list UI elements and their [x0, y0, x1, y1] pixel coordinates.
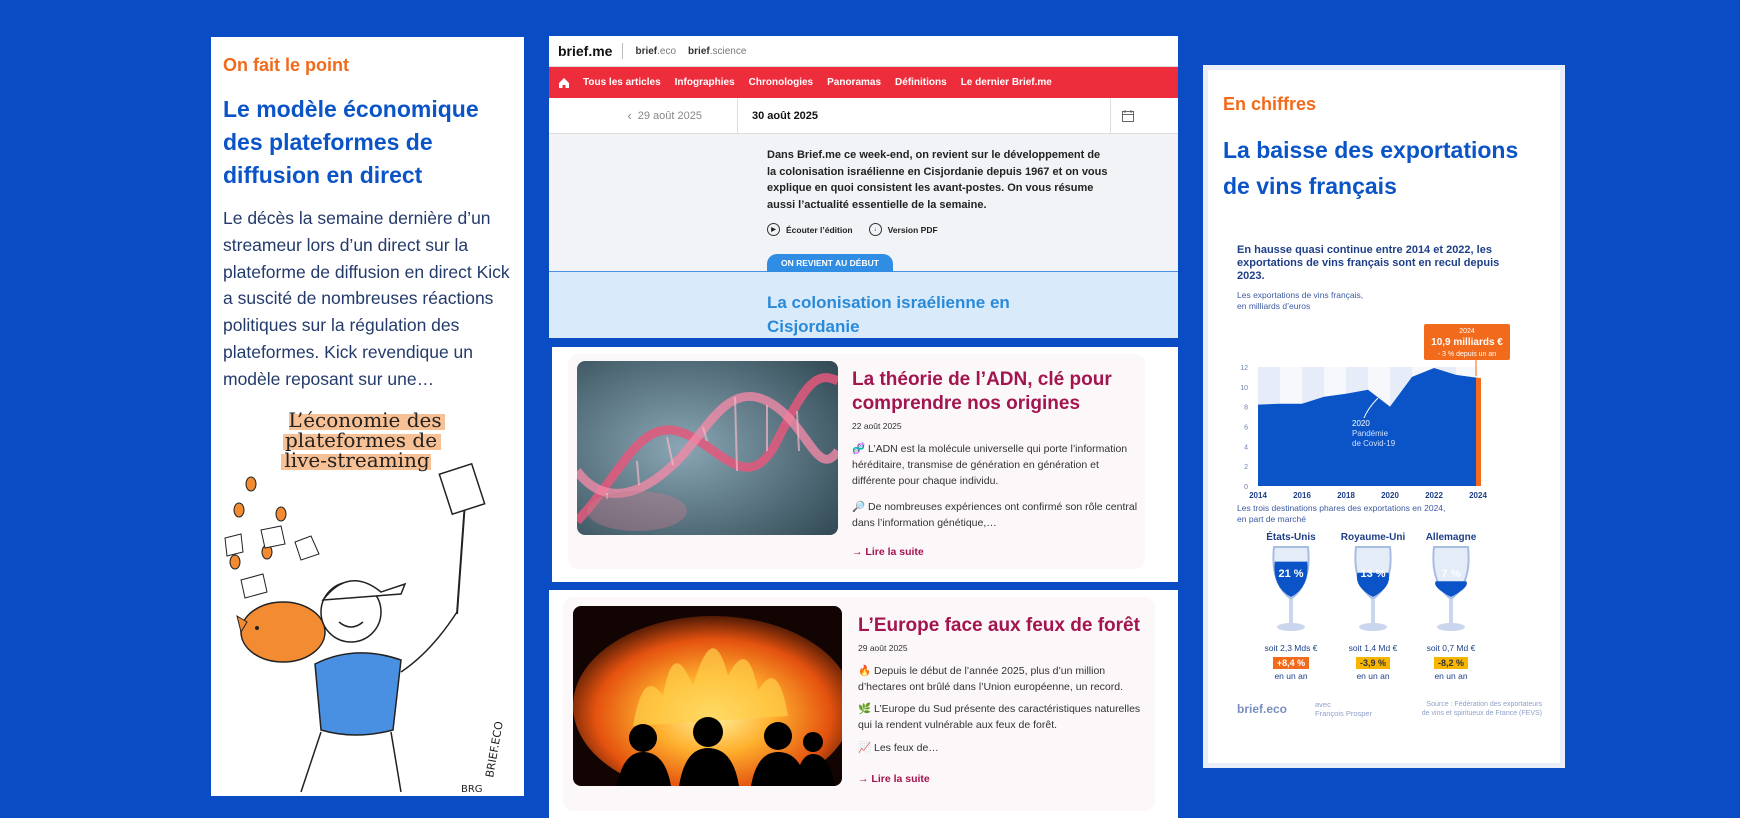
y-tick-label: 4 [1244, 444, 1248, 452]
change-period: en un an [1274, 671, 1308, 681]
destination-name: Royaume-Uni [1340, 532, 1406, 543]
y-tick-label: 12 [1240, 365, 1248, 372]
share-label: 13 % [1360, 568, 1386, 580]
glass-wine-fill [1435, 581, 1467, 597]
card-title[interactable]: La baisse des exportations de vins français [1223, 137, 1519, 199]
wine-glass-icon [1348, 543, 1398, 638]
destination-name: Allemagne [1425, 532, 1477, 543]
annotation-label: Pandémie [1352, 429, 1389, 438]
briefme-logo[interactable]: brief.me [558, 43, 623, 59]
destination-usa [1256, 532, 1326, 681]
download-icon: ↓ [869, 223, 882, 236]
card-body: Le décès la semaine dernière d’un streameur lors d’un direct sur la plateforme de diffusion en direct Kick a suscité de nombreuses réactions politiques sur la régulation des plateformes. Kick revendique un modèle reposant sur une… [223, 208, 510, 389]
share-label: 21 % [1278, 568, 1304, 580]
x-tick-label: 2018 [1337, 491, 1355, 500]
listen-edition-button[interactable]: ▶ Écouter l’édition [767, 223, 853, 236]
article-paragraph: 🔎 De nombreuses expériences ont confirmé son rôle central dans l’information génétique,… [852, 501, 1138, 529]
wildfire-image [573, 606, 842, 786]
share-label: 7 % [1441, 568, 1461, 580]
wine-exports-card[interactable] [1203, 65, 1565, 768]
glass-stem [1371, 599, 1375, 625]
live-streaming-card[interactable] [211, 37, 524, 796]
change-period: en un an [1356, 671, 1390, 681]
glass-stem [1449, 599, 1453, 625]
y-tick-label: 6 [1244, 424, 1248, 432]
y-tick-label: 8 [1244, 404, 1248, 412]
footer-credit: avec François Prosper [1315, 700, 1373, 718]
highlight-bar [1476, 378, 1481, 486]
exports-area-chart [1228, 280, 1518, 500]
destination-amount: soit 1,4 Md € [1348, 643, 1398, 653]
briefme-site-panel [549, 36, 1178, 338]
nav-chronologies[interactable]: Chronologies [748, 77, 814, 88]
date-bar [549, 98, 1178, 134]
x-tick-label: 2016 [1293, 491, 1311, 500]
callout-year: 2024 [1459, 328, 1475, 335]
edition-actions [767, 223, 938, 236]
article-paragraph: 🔥 Depuis le début de l’année 2025, plus d’un million d’hectares ont brûlé dans l’Union européenne, un record. [858, 665, 1124, 693]
change-badge: -3,9 % [1356, 657, 1390, 669]
x-tick-label: 2014 [1249, 491, 1267, 500]
destination-germany [1416, 532, 1486, 681]
callout-value: 10,9 milliards € [1431, 337, 1503, 348]
article-paragraph: 📈 Les feux de… [858, 742, 939, 754]
calendar-icon[interactable] [1110, 98, 1178, 134]
nav-infographics[interactable]: Infographies [674, 77, 735, 88]
x-tick-label: 2024 [1469, 491, 1487, 500]
article-card-inner [568, 354, 1145, 569]
brief-science-link[interactable]: brief.science [688, 45, 747, 57]
destination-uk [1338, 532, 1408, 681]
article-title[interactable]: La théorie de l’ADN, clé pour comprendre nos origines [852, 369, 1112, 414]
y-tick-label: 2 [1244, 464, 1248, 472]
article-card-inner [563, 597, 1155, 811]
article-date: 29 août 2025 [858, 643, 908, 653]
article-paragraph: 🌿 L’Europe du Sud présente des caractéristiques naturelles qui la rendent vulnérable aux feux de forêt. [858, 703, 1141, 731]
read-more-link[interactable]: → Lire la suite [852, 546, 924, 558]
x-tick-label: 2020 [1381, 491, 1399, 500]
glass-base [1277, 623, 1305, 631]
annotation-year: 2020 [1352, 419, 1370, 428]
nav-latest-brief[interactable]: Le dernier Brief.me [960, 77, 1052, 88]
section-title[interactable]: La colonisation israélienne en Cisjordanie [767, 293, 1010, 336]
glass-base [1359, 623, 1387, 631]
play-icon: ▶ [767, 223, 780, 236]
chevron-left-icon: ‹ [627, 108, 632, 123]
dna-image [577, 361, 838, 535]
x-tick-label: 2022 [1425, 491, 1443, 500]
home-icon[interactable] [557, 76, 571, 90]
article-title[interactable]: L’Europe face aux feux de forêt [858, 615, 1140, 636]
chart-lead: En hausse quasi continue entre 2014 et 2022, les exportations de vins français sont en recul depuis 2023. [1237, 244, 1500, 282]
svg-text:BRIEF.ECO: BRIEF.ECO [483, 720, 506, 779]
destinations-subtitle: Les trois destinations phares des exportations en 2024, en part de marché [1237, 503, 1446, 524]
annotation-label: de Covid-19 [1352, 439, 1396, 448]
nav-panoramas[interactable]: Panoramas [827, 77, 882, 88]
live-streaming-illustration [211, 402, 524, 796]
brief-eco-logo: brief.eco [1237, 702, 1288, 716]
svg-text:plateformes de: plateformes de [284, 428, 438, 452]
destination-name: États-Unis [1266, 532, 1316, 543]
y-tick-label: 10 [1240, 384, 1248, 392]
site-topbar [549, 36, 1178, 67]
destination-amount: soit 0,7 Md € [1426, 643, 1476, 653]
section-pill: ON REVIENT AU DÉBUT [767, 254, 893, 272]
chart-subtitle: Les exportations de vins français, en milliards d’euros [1237, 290, 1364, 311]
article-date: 22 août 2025 [852, 421, 902, 431]
change-period: en un an [1434, 671, 1468, 681]
svg-text:BRG: BRG [461, 784, 483, 795]
glass-base [1437, 623, 1465, 631]
read-more-link[interactable]: → Lire la suite [858, 773, 930, 785]
previous-date-button[interactable]: ‹ 29 août 2025 [549, 98, 738, 133]
change-badge: -8,2 % [1434, 657, 1468, 669]
y-tick-label: 0 [1244, 484, 1248, 491]
card-title[interactable]: Le modèle économique des plateformes de diffusion en direct [223, 96, 479, 188]
article-card-dna[interactable] [552, 347, 1178, 582]
wine-glass-icon [1266, 543, 1316, 638]
pdf-version-button[interactable]: ↓ Version PDF [869, 223, 938, 236]
wine-glass-icon [1426, 543, 1476, 638]
article-card-wildfires[interactable] [549, 590, 1178, 818]
card-kicker: On fait le point [223, 55, 349, 75]
callout-change: - 3 % depuis un an [1437, 351, 1497, 358]
article-paragraph: 🧬 L’ADN est la molécule universelle qui porte l’information héréditaire, transmise de génération en génération et différente pour chaque individu. [852, 443, 1128, 487]
nav-definitions[interactable]: Définitions [895, 77, 947, 88]
svg-text:L’économie des: L’économie des [288, 408, 442, 432]
card-kicker: En chiffres [1223, 94, 1317, 114]
destination-amount: soit 2,3 Mds € [1264, 643, 1318, 653]
nav-all-articles[interactable]: Tous les articles [583, 77, 661, 88]
brief-eco-link[interactable]: brief.eco [635, 45, 677, 57]
change-badge: +8,4 % [1273, 657, 1309, 669]
svg-text:live-streaming: live-streaming [284, 448, 430, 472]
edition-intro: Dans Brief.me ce week-end, on revient sur le développement de la colonisation israélienne en Cisjordanie depuis 1967 et on vous explique en quoi consistent les avant-postes. On vous résume aussi l’actualité essentielle de la semaine. [767, 149, 1108, 211]
current-date: 30 août 2025 [752, 109, 819, 122]
glass-stem [1289, 599, 1293, 625]
main-nav [549, 67, 1178, 98]
footer-source: Source : Fédération des exportateurs de vins et spiritueux de France (FEVS) [1421, 701, 1542, 717]
